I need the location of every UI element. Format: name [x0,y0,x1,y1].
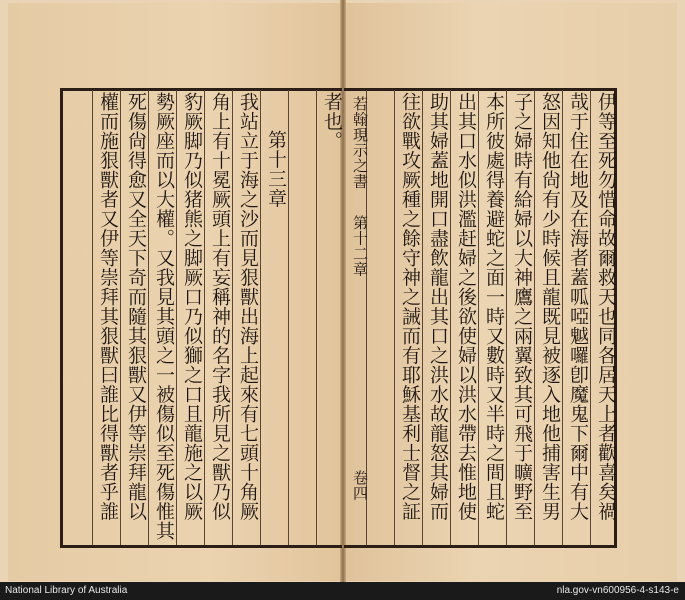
text-column: 子之婦時有給婦以大神鷹之兩翼致其可飛于曠野至 [511,92,533,521]
text-column: 伊等至死勿惜命故爾救天也同各居天上者歡喜矣禍 [595,92,617,521]
text-column: 哉于住在地及在海者蓋呱啞魆囉卽魔鬼下爾中有大 [567,92,589,521]
column-rule [394,90,395,545]
text-column: 權而施狠獸者又伊等崇拜其狠獸曰誰比得獸者乎誰 [97,92,119,521]
text-column: 助其婦蓋地開口盡飲龍出其口之洪水故龍怒其婦而 [427,92,449,521]
volume-label: 卷四 [351,470,369,501]
text-column: 往欲戰攻厥種之餘守神之誡而有耶穌基利士督之証 [399,92,421,521]
footer-bar [0,582,685,600]
text-column: 我站立于海之沙而見狠獸出海上起來有七頭十角厥 [237,92,259,521]
book-title-header: 若翰現示之書 [351,96,369,189]
column-rule [92,90,93,545]
text-column: 豹厥脚乃似猪熊之脚厥口乃似獅之口且龍施之以厥 [181,92,203,521]
column-rule [316,90,317,545]
text-column: 本所彼處得養避蛇之面一時又數時又半時之間且蛇 [483,92,505,521]
text-column: 勢厥座而以大權。又我見其頭之一被傷似至死傷惟其 [153,92,175,541]
text-column: 角上有十冕厥頭上有妄稱神的名字我所見之獸乃似 [209,92,231,521]
text-column: 怒因知他尙有少時候且龍既見被逐入地他捕害生男 [539,92,561,521]
chapter-ending: 者也。 [321,92,343,151]
image-identifier: nla.gov-vn600956-4-s143-e [556,585,679,596]
text-column: 出其口水似洪濫赶婦之後欲使婦以洪水帶去惟地使 [455,92,477,521]
chapter-title: 第十三章 [265,130,287,208]
chapter-header: 第十二章 [351,215,369,277]
library-credit: National Library of Australia [5,585,128,596]
text-column: 死傷尙得愈又全天下奇而隨其狠獸又伊等崇拜龍以 [125,92,147,521]
